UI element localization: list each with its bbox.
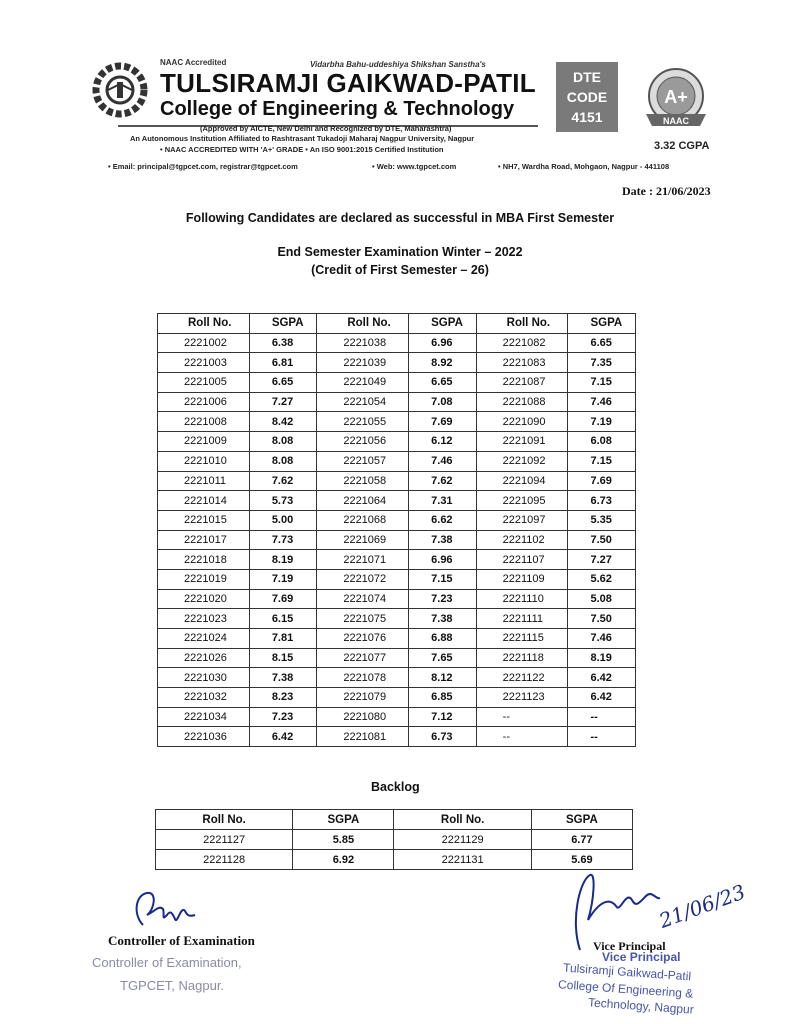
sgpa-cell: 7.46 [568,629,636,649]
roll-number-cell: 2221131 [394,850,531,870]
sgpa-cell: 7.27 [568,550,636,570]
contact-address: • NH7, Wardha Road, Mohgaon, Nagpur - 441108 [498,162,670,171]
sgpa-cell: 6.73 [409,727,477,747]
roll-number-cell: 2221076 [317,629,409,649]
roll-number-cell: 2221129 [394,830,531,850]
table-row [158,412,636,432]
roll-number-cell: 2221008 [158,412,250,432]
header-sgpa-2: SGPA [409,314,477,334]
roll-number-cell: 2221056 [317,432,409,452]
table-row [158,668,636,688]
results-table-body [158,333,636,746]
affiliation-note: An Autonomous Institution Affiliated to Rashtrasant Tukadoji Maharaj Nagpur University, Nagpur [130,134,475,143]
roll-number-cell: 2221097 [476,510,568,530]
dte-code-box [556,62,618,132]
naac-accredited-label: NAAC Accredited [160,58,227,67]
roll-number-cell: 2221069 [317,530,409,550]
roll-number-cell: 2221102 [476,530,568,550]
roll-number-cell: 2221107 [476,550,568,570]
roll-number-cell: -- [476,707,568,727]
roll-number-cell: 2221079 [317,688,409,708]
sgpa-cell: 5.73 [249,491,317,511]
sgpa-cell: 6.62 [409,510,477,530]
vice-principal-title: Vice Principal [593,939,666,953]
roll-number-cell: 2221068 [317,510,409,530]
sgpa-cell: 8.19 [568,648,636,668]
sgpa-cell: 6.77 [531,830,632,850]
table-row [158,353,636,373]
sgpa-cell: 6.42 [249,727,317,747]
sgpa-cell: 8.19 [249,550,317,570]
backlog-header-row [156,810,633,830]
sgpa-cell: 6.85 [409,688,477,708]
sgpa-cell: 7.50 [568,609,636,629]
roll-number-cell: 2221039 [317,353,409,373]
sgpa-cell: 5.62 [568,569,636,589]
table-header-row [158,314,636,334]
table-row [158,451,636,471]
roll-number-cell: 2221015 [158,510,250,530]
roll-number-cell: 2221064 [317,491,409,511]
contact-email: • Email: principal@tgpcet.com, registrar@tgpcet.com [108,162,298,171]
sgpa-cell: 7.62 [409,471,477,491]
sgpa-cell: 8.92 [409,353,477,373]
sgpa-cell: 6.73 [568,491,636,511]
sgpa-cell: 8.08 [249,451,317,471]
roll-number-cell: 2221002 [158,333,250,353]
roll-number-cell: 2221036 [158,727,250,747]
sgpa-cell: 7.15 [568,451,636,471]
roll-number-cell: 2221011 [158,471,250,491]
roll-number-cell: 2221087 [476,373,568,393]
table-row [158,530,636,550]
sgpa-cell: 7.62 [249,471,317,491]
sgpa-cell: 7.46 [568,392,636,412]
college-logo-icon [90,60,150,120]
table-row [158,550,636,570]
sgpa-cell: 7.69 [409,412,477,432]
sgpa-cell: 7.15 [568,373,636,393]
roll-number-cell: 2221072 [317,569,409,589]
roll-number-cell: 2221074 [317,589,409,609]
contact-web: • Web: www.tgpcet.com [372,162,457,171]
sgpa-cell: 7.31 [409,491,477,511]
approval-note: (Approved by AICTE, New Delhi and Recognized by DTE, Maharashtra) [200,124,452,133]
sgpa-cell: 7.73 [249,530,317,550]
naac-grade-text: A+ [664,87,688,107]
naac-seal-icon [636,66,716,132]
sgpa-cell: 5.00 [249,510,317,530]
header-roll-2: Roll No. [317,314,409,334]
document-date: Date : 21/06/2023 [622,184,711,198]
roll-number-cell: 2221115 [476,629,568,649]
sgpa-cell: 7.65 [409,648,477,668]
sgpa-cell: 6.96 [409,333,477,353]
result-heading: Following Candidates are declared as successful in MBA First Semester [185,211,615,225]
sgpa-cell: 6.38 [249,333,317,353]
roll-number-cell: 2221023 [158,609,250,629]
table-row [156,850,633,870]
roll-number-cell: 2221057 [317,451,409,471]
backlog-table-body [156,830,633,870]
roll-number-cell: 2221083 [476,353,568,373]
sgpa-cell: 6.42 [568,668,636,688]
naac-label-text: NAAC [663,116,689,126]
roll-number-cell: 2221077 [317,648,409,668]
roll-number-cell: 2221091 [476,432,568,452]
controller-title: Controller of Examination [108,933,255,948]
roll-number-cell: 2221092 [476,451,568,471]
vp-stamp-line1: Vice Principal [602,950,681,964]
roll-number-cell: 2221020 [158,589,250,609]
exam-heading: End Semester Examination Winter – 2022 [277,245,523,259]
sgpa-cell: 7.19 [249,569,317,589]
roll-number-cell: 2221024 [158,629,250,649]
sgpa-cell: 6.88 [409,629,477,649]
roll-number-cell: 2221071 [317,550,409,570]
table-row [158,373,636,393]
sgpa-cell: 6.81 [249,353,317,373]
table-row [158,727,636,747]
sgpa-cell: 7.81 [249,629,317,649]
roll-number-cell: 2221038 [317,333,409,353]
sgpa-cell: 7.23 [409,589,477,609]
roll-number-cell: 2221058 [317,471,409,491]
dte-label: DTE [573,69,601,85]
college-name-line1: TULSIRAMJI GAIKWAD-PATIL [160,68,536,98]
table-row [158,589,636,609]
roll-number-cell: 2221078 [317,668,409,688]
roll-number-cell: 2221090 [476,412,568,432]
table-row [158,471,636,491]
backlog-header-roll-1: Roll No. [156,810,293,830]
sgpa-cell: 7.27 [249,392,317,412]
sgpa-cell: 7.46 [409,451,477,471]
sgpa-cell: 8.12 [409,668,477,688]
backlog-table [155,809,633,870]
sgpa-cell: 6.12 [409,432,477,452]
table-row [158,333,636,353]
college-name-line2: College of Engineering & Technology [160,98,515,120]
table-row [158,569,636,589]
sgpa-cell: 7.08 [409,392,477,412]
roll-number-cell: 2221006 [158,392,250,412]
table-row [158,707,636,727]
roll-number-cell: 2221010 [158,451,250,471]
roll-number-cell: 2221122 [476,668,568,688]
sgpa-cell: 7.19 [568,412,636,432]
sgpa-cell: -- [568,727,636,747]
dte-code-value: 4151 [571,109,603,125]
roll-number-cell: -- [476,727,568,747]
roll-number-cell: 2221128 [156,850,293,870]
controller-stamp-line1: Controller of Examination, [92,955,242,970]
table-row [158,648,636,668]
table-row [158,392,636,412]
controller-stamp-line2: TGPCET, Nagpur. [120,978,225,993]
roll-number-cell: 2221014 [158,491,250,511]
roll-number-cell: 2221127 [156,830,293,850]
table-row [158,491,636,511]
roll-number-cell: 2221095 [476,491,568,511]
roll-number-cell: 2221094 [476,471,568,491]
sgpa-cell: 7.15 [409,569,477,589]
backlog-heading: Backlog [371,780,420,794]
sgpa-cell: 6.65 [409,373,477,393]
sgpa-cell: 7.38 [409,530,477,550]
roll-number-cell: 2221026 [158,648,250,668]
roll-number-cell: 2221005 [158,373,250,393]
roll-number-cell: 2221088 [476,392,568,412]
header-sgpa-1: SGPA [249,314,317,334]
sgpa-cell: 7.38 [249,668,317,688]
sgpa-cell: 6.65 [568,333,636,353]
sgpa-cell: 8.15 [249,648,317,668]
sgpa-cell: 6.92 [293,850,394,870]
roll-number-cell: 2221054 [317,392,409,412]
sgpa-cell: 5.08 [568,589,636,609]
backlog-header-roll-2: Roll No. [394,810,531,830]
sgpa-cell: 5.35 [568,510,636,530]
header-roll-3: Roll No. [476,314,568,334]
roll-number-cell: 2221034 [158,707,250,727]
accreditation-note: • NAAC ACCREDITED WITH 'A+' GRADE • An ISO 9001:2015 Certified Institution [160,145,444,154]
table-row [158,432,636,452]
roll-number-cell: 2221032 [158,688,250,708]
table-row [158,688,636,708]
sgpa-cell: 6.08 [568,432,636,452]
sanstha-name: Vidarbha Bahu-uddeshiya Shikshan Sanstha's [310,60,486,69]
roll-number-cell: 2221081 [317,727,409,747]
backlog-header-sgpa-2: SGPA [531,810,632,830]
roll-number-cell: 2221109 [476,569,568,589]
controller-signature-icon [125,885,205,935]
sgpa-cell: 5.85 [293,830,394,850]
sgpa-cell: 7.12 [409,707,477,727]
results-table [157,313,636,747]
roll-number-cell: 2221123 [476,688,568,708]
roll-number-cell: 2221082 [476,333,568,353]
table-row [158,609,636,629]
backlog-header-sgpa-1: SGPA [293,810,394,830]
roll-number-cell: 2221049 [317,373,409,393]
roll-number-cell: 2221110 [476,589,568,609]
table-row [158,629,636,649]
sgpa-cell: 6.96 [409,550,477,570]
table-row [158,510,636,530]
sgpa-cell: 6.42 [568,688,636,708]
sgpa-cell: 6.65 [249,373,317,393]
credit-heading: (Credit of First Semester – 26) [311,263,489,277]
sgpa-cell: 8.42 [249,412,317,432]
header-sgpa-3: SGPA [568,314,636,334]
sgpa-cell: 7.35 [568,353,636,373]
sgpa-cell: 7.50 [568,530,636,550]
sgpa-cell: 7.69 [249,589,317,609]
roll-number-cell: 2221118 [476,648,568,668]
roll-number-cell: 2221055 [317,412,409,432]
cgpa-label: 3.32 CGPA [654,140,710,152]
roll-number-cell: 2221111 [476,609,568,629]
vp-stamp-line3: College Of Engineering & [557,977,694,1001]
sgpa-cell: 8.08 [249,432,317,452]
roll-number-cell: 2221017 [158,530,250,550]
vp-handwritten-date: 21/06/23 [655,879,749,933]
sgpa-cell: 8.23 [249,688,317,708]
roll-number-cell: 2221018 [158,550,250,570]
header-roll-1: Roll No. [158,314,250,334]
sgpa-cell: 7.23 [249,707,317,727]
vp-stamp-line2: Tulsiramji Gaikwad-Patil [562,960,692,984]
dte-code-label: CODE [566,89,608,105]
roll-number-cell: 2221003 [158,353,250,373]
roll-number-cell: 2221009 [158,432,250,452]
sgpa-cell: -- [568,707,636,727]
sgpa-cell: 5.69 [531,850,632,870]
roll-number-cell: 2221019 [158,569,250,589]
roll-number-cell: 2221075 [317,609,409,629]
sgpa-cell: 7.69 [568,471,636,491]
sgpa-cell: 6.15 [249,609,317,629]
roll-number-cell: 2221080 [317,707,409,727]
vp-stamp-line4: Technology, Nagpur [587,995,695,1017]
table-row [156,830,633,850]
roll-number-cell: 2221030 [158,668,250,688]
sgpa-cell: 7.38 [409,609,477,629]
